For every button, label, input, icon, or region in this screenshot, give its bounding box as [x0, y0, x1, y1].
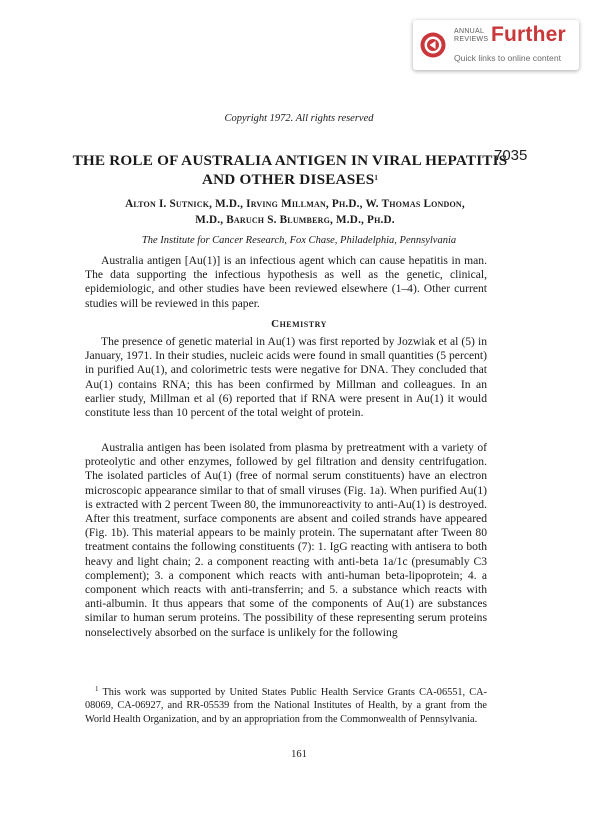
chemistry-paragraph-1: The presence of genetic material in Au(1) was first reported by Jozwiak et al (5) in January, 1971. In their studies, nucleic acids were found in small quantities (5 percent) in purified Au(1), and colorimetric tests were negative for DNA. They concluded that Au(1) contains RNA; this has been confirmed by Millman and colleagues. In an earlier study, Millman et al (6) reported that if RNA were present in Au(1) it would constitute less than 10 percent of the total weight of protein. — [85, 335, 487, 420]
authors-line-2: M.D., Baruch S. Blumberg, M.D., Ph.D. — [195, 214, 395, 226]
section-heading-chemistry: Chemistry — [271, 318, 327, 330]
article-title — [60, 151, 520, 189]
author-list — [70, 196, 520, 228]
footnote-mark: 1 — [95, 685, 99, 693]
footnote — [85, 686, 487, 726]
further-label: Further — [491, 23, 566, 46]
reference-number: 7035 — [494, 147, 528, 164]
author-affiliation: The Institute for Cancer Research, Fox Chase, Philadelphia, Pennsylvania — [141, 235, 457, 246]
annual-label: ANNUAL — [454, 28, 485, 35]
copyright-notice: Copyright 1972. All rights reserved — [224, 113, 374, 124]
reviews-label: REVIEWS — [454, 36, 489, 43]
authors-line-1: Alton I. Sutnick, M.D., Irving Millman, Ph.D., W. Thomas London, — [125, 198, 465, 210]
article-title-text: THE ROLE OF AUSTRALIA ANTIGEN IN VIRAL HEPATITIS AND OTHER DISEASES — [72, 152, 508, 188]
further-links-badge[interactable] — [413, 20, 579, 70]
page-number: 161 — [291, 749, 307, 760]
annual-reviews-wordmark — [454, 28, 494, 44]
chemistry-paragraph-2: Australia antigen has been isolated from plasma by pretreatment with a variety of proteolytic and other enzymes, followed by gel filtration and density centrifugation. The isolated particles of Au(1) (free of normal serum constituents) have an electron microscopic appearance similar to that of small viruses (Fig. 1a). When purified Au(1) is extracted with 2 percent Tween 80, the immunoreactivity to anti-Au(1) is destroyed. After this treatment, surface components are absent and coiled strands have appeared (Fig. 1b). This material appears to be mainly protein. The supernatant after Tween 80 treatment contains the following constituents (7): 1. IgG reacting with antisera to both heavy and light chain; 2. a component reacting with anti-beta 1a/1c (presumably C3 complement); 3. a component which reacts with anti-human beta-lipoprotein; 4. a component which reacts with anti-transferrin; and 5. a substance which reacts with anti-albumin. It thus appears that some of the components of Au(1) are substances similar to human serum proteins. The possibility of these representing serum proteins nonselectively absorbed on the surface is unlikely for the following — [85, 441, 487, 639]
quick-links-label: Quick links to online content — [454, 53, 562, 63]
title-footnote-mark: 1 — [374, 174, 379, 182]
intro-paragraph: Australia antigen [Au(1)] is an infectious agent which can cause hepatitis in man. The data supporting the infectious hypothesis as well as the genetic, clinical, epidemiologic, and other studies have been reviewed elsewhere (1–4). Other current studies will be reviewed in this paper. — [85, 254, 487, 310]
footnote-text: This work was supported by United States Public Health Service Grants CA-06551, CA-08069, CA-06927, and RR-05539 from the National Institutes of Health, by a grant from the World Health Organization, and by an appropriation from the Commonwealth of Pennsylvania. — [85, 687, 487, 725]
annual-reviews-logo-icon — [420, 32, 446, 58]
